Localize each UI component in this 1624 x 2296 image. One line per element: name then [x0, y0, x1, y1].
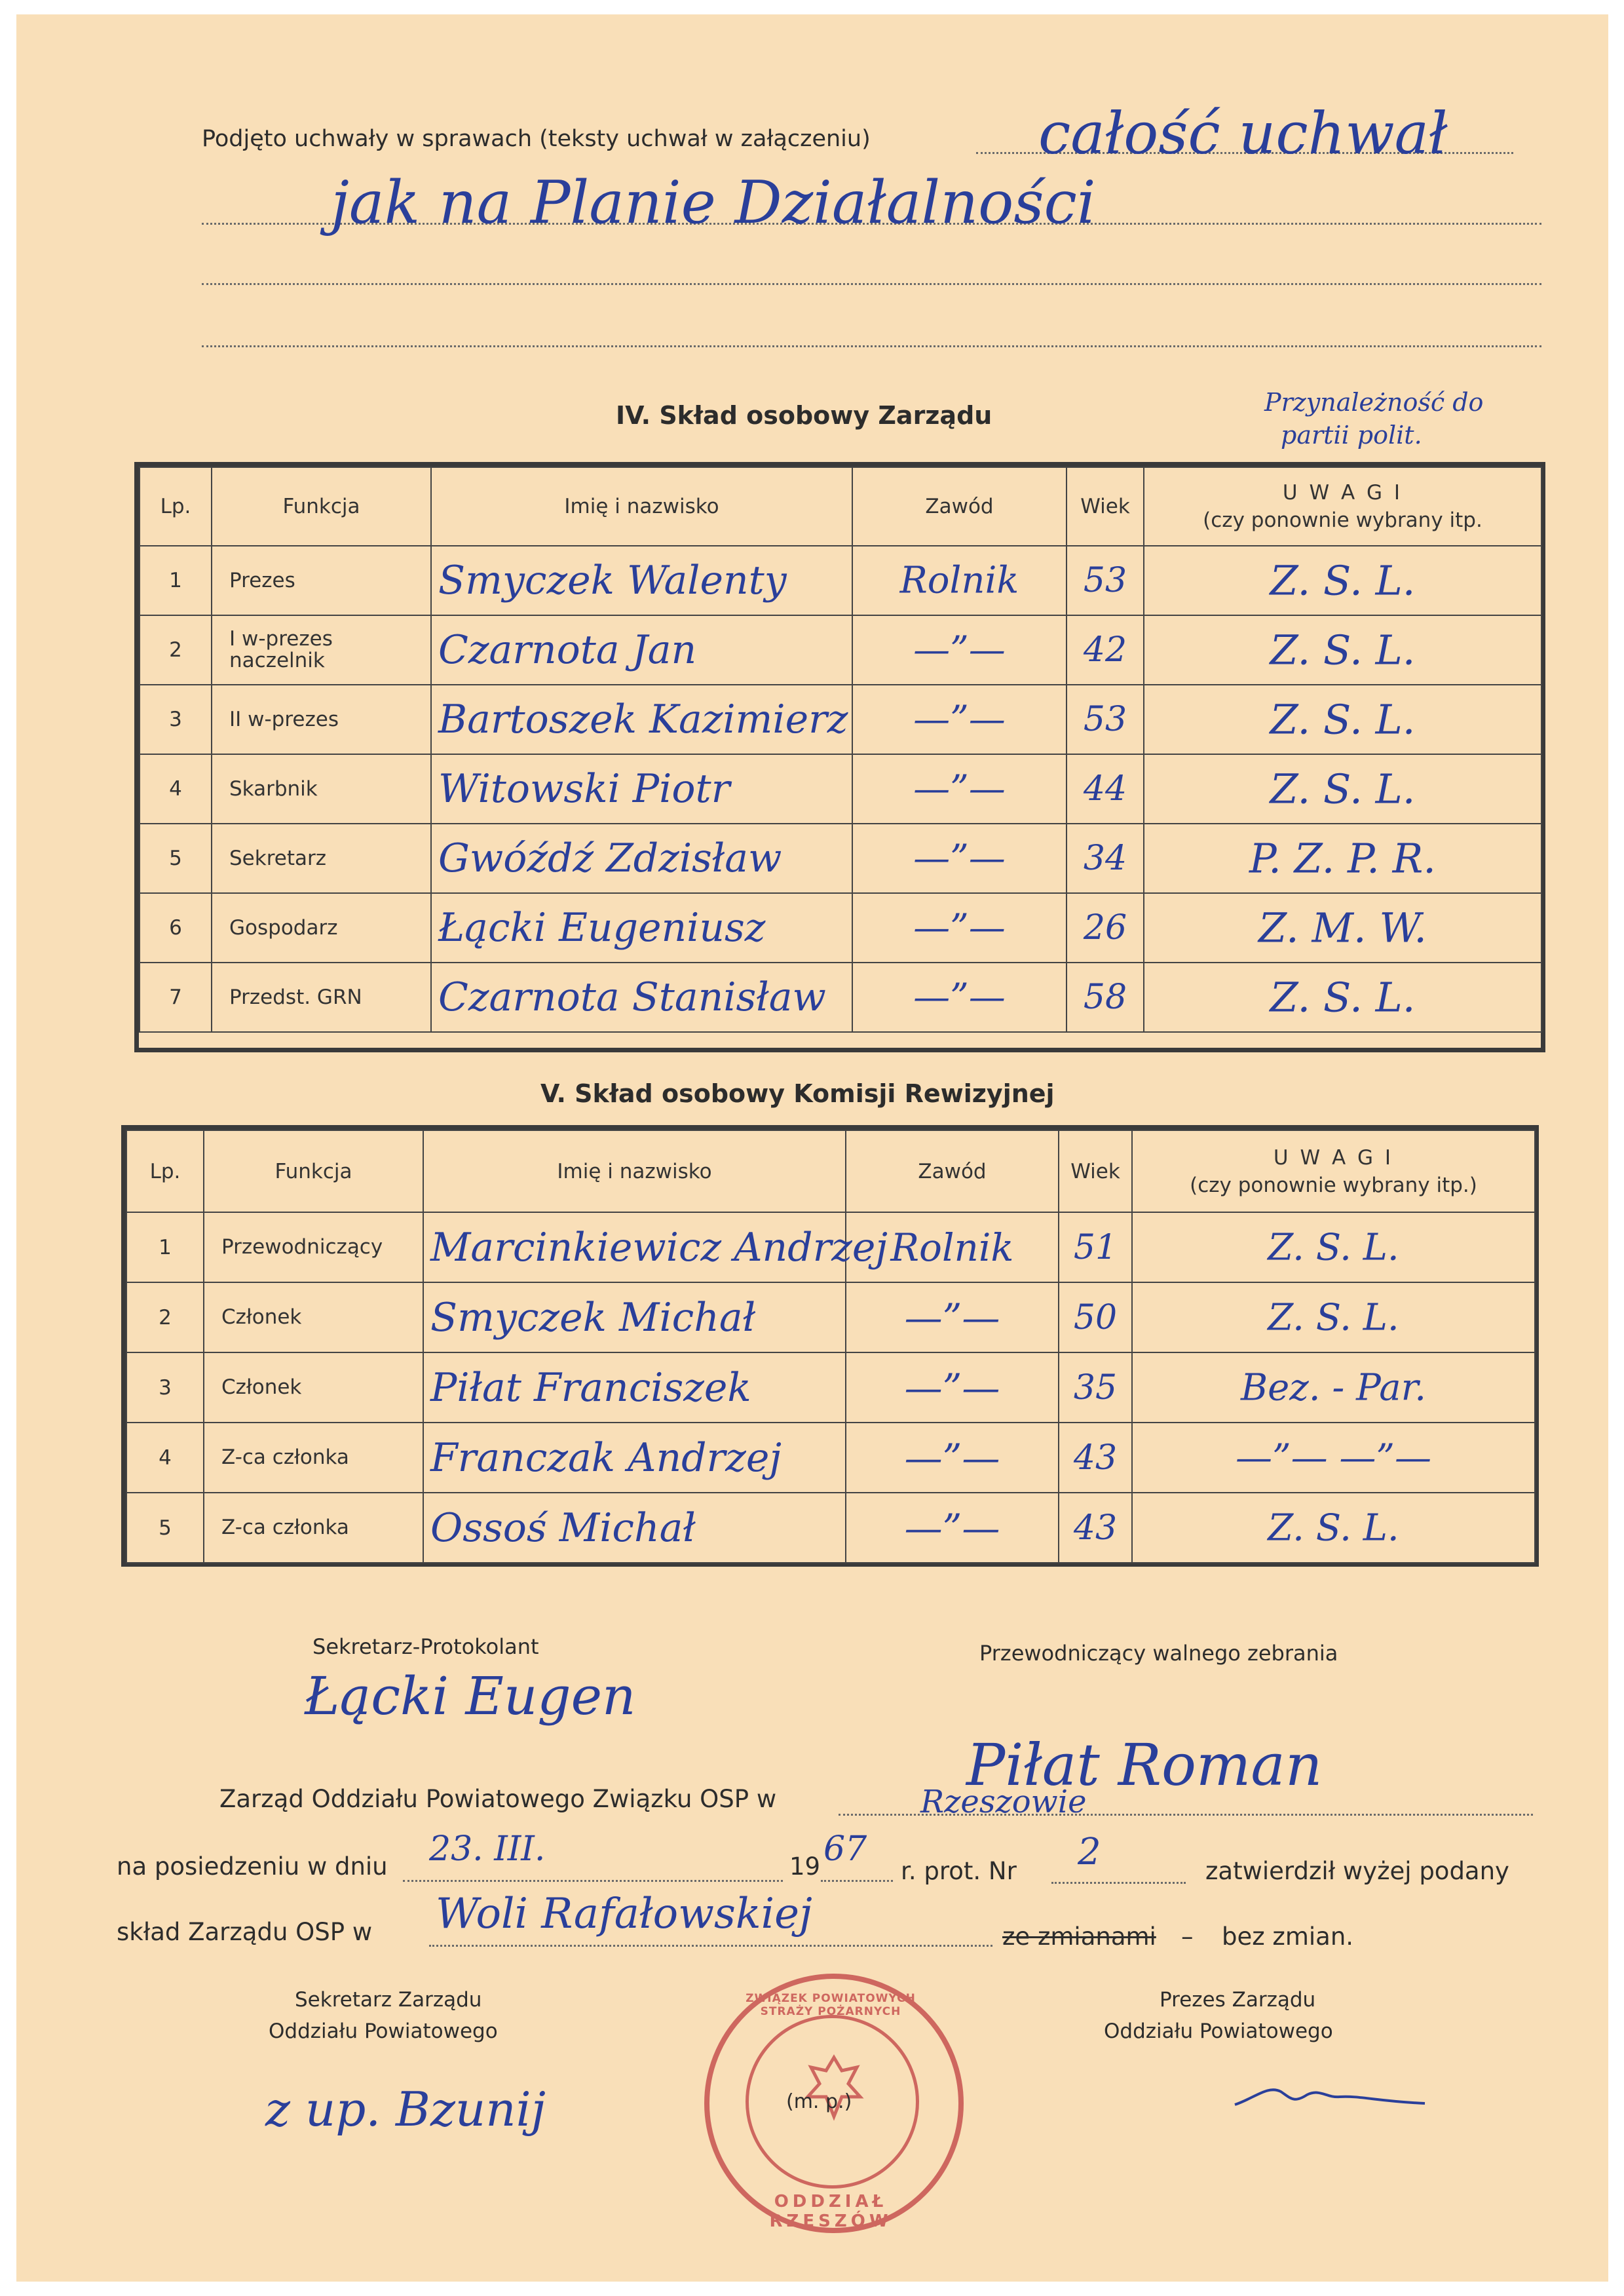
audit-header-age: Wiek — [1059, 1130, 1132, 1212]
board-header-row — [140, 467, 1541, 546]
audit-cell-age — [1059, 1282, 1132, 1352]
audit-cell-function: Członek — [204, 1282, 423, 1352]
board-cell-remarks — [1144, 963, 1541, 1032]
audit-row — [126, 1282, 1535, 1352]
approval-year-prefix: 19 — [789, 1852, 821, 1881]
board-cell-occupation — [852, 963, 1067, 1032]
board-row — [140, 893, 1541, 963]
board-handwritten-age: 26 — [1083, 908, 1127, 947]
audit-cell-function: Członek — [204, 1352, 423, 1423]
approval-prot-label: r. prot. Nr — [901, 1857, 1017, 1885]
board-cell-age — [1067, 824, 1144, 893]
audit-handwritten-occupation: —”— — [904, 1365, 1000, 1410]
board-row — [140, 754, 1541, 824]
board-handwritten-occupation: —”— — [913, 767, 1006, 811]
approval-line1: Zarząd Oddziału Powiatowego Związku OSP w — [219, 1785, 777, 1813]
audit-cell-name — [423, 1282, 846, 1352]
board-cell-remarks — [1144, 754, 1541, 824]
audit-cell-remarks — [1132, 1352, 1535, 1423]
audit-cell-age — [1059, 1212, 1132, 1282]
board-cell-occupation — [852, 893, 1067, 963]
audit-handwritten-occupation: —”— — [904, 1295, 1000, 1340]
audit-header-lp: Lp. — [126, 1130, 204, 1212]
board-cell-age — [1067, 963, 1144, 1032]
board-handwritten-occupation: —”— — [913, 698, 1006, 741]
board-handwritten-age: 53 — [1083, 561, 1127, 600]
board-cell-remarks — [1144, 824, 1541, 893]
audit-handwritten-name: Smyczek Michał — [430, 1294, 756, 1341]
board-row — [140, 963, 1541, 1032]
audit-row — [126, 1352, 1535, 1423]
audit-cell-occupation — [846, 1423, 1059, 1493]
audit-cell-lp: 5 — [126, 1493, 204, 1563]
audit-cell-name — [423, 1493, 846, 1563]
audit-handwritten-name: Piłat Franciszek — [430, 1364, 751, 1411]
board-cell-lp: 2 — [140, 615, 212, 685]
audit-handwritten-name: Franczak Andrzej — [430, 1434, 782, 1481]
board-handwritten-remarks: Z. S. L. — [1270, 626, 1416, 674]
audit-header-remarks — [1132, 1130, 1535, 1212]
resolutions-handwriting-1: całość uchwał — [1038, 100, 1448, 167]
board-cell-lp: 3 — [140, 685, 212, 754]
board-row — [140, 685, 1541, 754]
board-cell-occupation — [852, 685, 1067, 754]
audit-cell-occupation — [846, 1282, 1059, 1352]
board-table — [139, 467, 1542, 1033]
audit-handwritten-remarks: Z. S. L. — [1268, 1506, 1399, 1549]
board-section-title: IV. Skład osobowy Zarządu — [616, 401, 992, 430]
approval-no-changes: bez zmian. — [1222, 1923, 1354, 1951]
party-note-line1: Przynależność do — [1264, 388, 1484, 417]
form-sheet — [16, 14, 1608, 2282]
audit-handwritten-age: 35 — [1073, 1368, 1118, 1407]
board-cell-age — [1067, 615, 1144, 685]
audit-table — [126, 1130, 1536, 1563]
audit-header-name: Imię i nazwisko — [423, 1130, 846, 1212]
audit-cell-age — [1059, 1493, 1132, 1563]
audit-cell-remarks — [1132, 1493, 1535, 1563]
footer-right-label-1: Prezes Zarządu — [1160, 1988, 1316, 2012]
board-cell-name — [431, 685, 852, 754]
approval-approved-text: zatwierdził wyżej podany — [1205, 1857, 1509, 1885]
audit-row — [126, 1423, 1535, 1493]
board-header-remarks-sub: (czy ponownie wybrany itp. — [1203, 508, 1482, 532]
board-handwritten-occupation: —”— — [913, 628, 1006, 672]
board-row — [140, 824, 1541, 893]
approval-village: Woli Rafałowskiej — [436, 1890, 812, 1938]
audit-cell-lp: 3 — [126, 1352, 204, 1423]
audit-handwritten-remarks: —”— —”— — [1235, 1436, 1432, 1479]
board-cell-age — [1067, 893, 1144, 963]
audit-cell-function: Z-ca członka — [204, 1493, 423, 1563]
footer-right-signature — [1228, 2078, 1438, 2118]
footer-left-label-1: Sekretarz Zarządu — [295, 1988, 482, 2012]
board-cell-occupation — [852, 615, 1067, 685]
approval-district: Rzeszowie — [920, 1784, 1087, 1820]
stamp-ring-bottom: ODDZIAŁ RZESZÓW — [769, 2192, 892, 2231]
board-handwritten-age: 34 — [1083, 839, 1127, 878]
approval-dotline-date — [403, 1880, 783, 1882]
board-cell-function: Gospodarz — [212, 893, 431, 963]
audit-header-function: Funkcja — [204, 1130, 423, 1212]
board-cell-name — [431, 546, 852, 615]
footer-left-signature: z up. Bzunij — [265, 2082, 546, 2137]
approval-line3-prefix: skład Zarządu OSP w — [117, 1918, 373, 1946]
audit-header-row — [126, 1130, 1535, 1212]
board-header-remarks — [1144, 467, 1541, 546]
approval-line2-prefix: na posiedzeniu w dniu — [117, 1852, 388, 1881]
board-handwritten-occupation: —”— — [913, 906, 1006, 949]
audit-handwritten-age: 43 — [1073, 1438, 1118, 1478]
board-cell-function: Przedst. GRN — [212, 963, 431, 1032]
board-handwritten-remarks: Z. S. L. — [1270, 973, 1416, 1022]
board-header-name: Imię i nazwisko — [431, 467, 852, 546]
party-note-line2: partii polit. — [1281, 421, 1422, 450]
board-cell-age — [1067, 685, 1144, 754]
audit-row — [126, 1212, 1535, 1282]
board-handwritten-name: Czarnota Stanisław — [438, 974, 826, 1020]
approval-dotline-village — [429, 1945, 992, 1947]
chairman-signature: Piłat Roman — [966, 1731, 1323, 1799]
chairman-label: Przewodniczący walnego zebrania — [979, 1641, 1338, 1666]
board-row — [140, 615, 1541, 685]
board-cell-lp: 6 — [140, 893, 212, 963]
footer-right-label-2: Oddziału Powiatowego — [1104, 2019, 1333, 2043]
secretary-label: Sekretarz-Protokolant — [312, 1634, 539, 1659]
audit-cell-lp: 1 — [126, 1212, 204, 1282]
board-handwritten-remarks: Z. S. L. — [1270, 695, 1416, 744]
board-cell-function: Prezes — [212, 546, 431, 615]
board-header-occupation: Zawód — [852, 467, 1067, 546]
audit-cell-function: Z-ca członka — [204, 1423, 423, 1493]
audit-header-remarks-title: U W A G I — [1273, 1145, 1394, 1170]
board-cell-lp: 7 — [140, 963, 212, 1032]
resolutions-dotline-3 — [202, 283, 1541, 285]
board-handwritten-occupation: —”— — [913, 837, 1006, 880]
board-header-remarks-title: U W A G I — [1282, 481, 1403, 505]
board-cell-lp: 1 — [140, 546, 212, 615]
board-cell-name — [431, 963, 852, 1032]
approval-year: 67 — [823, 1829, 867, 1869]
secretary-signature: Łącki Eugen — [305, 1666, 636, 1727]
board-cell-name — [431, 615, 852, 685]
audit-handwritten-remarks: Z. S. L. — [1268, 1226, 1399, 1269]
board-cell-function: II w-prezes — [212, 685, 431, 754]
audit-header-occupation: Zawód — [846, 1130, 1059, 1212]
audit-cell-age — [1059, 1423, 1132, 1493]
approval-date: 23. III. — [429, 1829, 546, 1869]
audit-cell-occupation — [846, 1352, 1059, 1423]
board-handwritten-remarks: Z. S. L. — [1270, 765, 1416, 813]
board-cell-occupation — [852, 546, 1067, 615]
audit-row — [126, 1493, 1535, 1563]
board-handwritten-age: 42 — [1083, 630, 1127, 670]
board-cell-function: I w-prezes naczelnik — [212, 615, 431, 685]
approval-dotline-year — [821, 1880, 893, 1882]
board-cell-name — [431, 824, 852, 893]
approval-dotline-prot — [1051, 1882, 1186, 1884]
board-cell-remarks — [1144, 893, 1541, 963]
audit-cell-remarks — [1132, 1282, 1535, 1352]
board-handwritten-name: Bartoszek Kazimierz — [438, 697, 848, 742]
board-handwritten-name: Smyczek Walenty — [438, 558, 787, 603]
board-cell-occupation — [852, 824, 1067, 893]
audit-cell-name — [423, 1423, 846, 1493]
board-header-lp: Lp. — [140, 467, 212, 546]
board-handwritten-name: Łącki Eugeniusz — [438, 905, 766, 951]
audit-handwritten-occupation: —”— — [904, 1435, 1000, 1480]
board-cell-occupation — [852, 754, 1067, 824]
board-handwritten-occupation: Rolnik — [899, 559, 1019, 602]
audit-cell-remarks — [1132, 1212, 1535, 1282]
audit-cell-occupation — [846, 1493, 1059, 1563]
board-handwritten-name: Witowski Piotr — [438, 766, 730, 812]
board-cell-function: Sekretarz — [212, 824, 431, 893]
board-handwritten-occupation: —”— — [913, 976, 1006, 1019]
audit-cell-remarks — [1132, 1423, 1535, 1493]
board-handwritten-remarks: Z. M. W. — [1258, 904, 1427, 952]
board-handwritten-age: 44 — [1083, 769, 1127, 809]
audit-handwritten-occupation: Rolnik — [890, 1225, 1014, 1270]
resolutions-label: Podjęto uchwały w sprawach (teksty uchwał w załączeniu) — [202, 126, 871, 152]
resolutions-dotline-4 — [202, 345, 1541, 347]
audit-cell-lp: 4 — [126, 1423, 204, 1493]
board-cell-lp: 4 — [140, 754, 212, 824]
board-cell-name — [431, 754, 852, 824]
audit-handwritten-remarks: Z. S. L. — [1268, 1296, 1399, 1339]
audit-handwritten-age: 43 — [1073, 1508, 1118, 1548]
stamp-place-label: (m. p.) — [786, 2090, 852, 2113]
audit-handwritten-age: 51 — [1073, 1227, 1118, 1267]
board-cell-name — [431, 893, 852, 963]
board-handwritten-age: 53 — [1083, 700, 1127, 739]
audit-cell-name — [423, 1212, 888, 1282]
board-row — [140, 546, 1541, 615]
audit-cell-name — [423, 1352, 846, 1423]
board-header-function: Funkcja — [212, 467, 431, 546]
board-header-age: Wiek — [1067, 467, 1144, 546]
resolutions-handwriting-2: jak na Planie Działalności — [331, 168, 1096, 237]
board-handwritten-name: Czarnota Jan — [438, 627, 697, 673]
audit-handwritten-age: 50 — [1073, 1297, 1118, 1337]
audit-section-title: V. Skład osobowy Komisji Rewizyjnej — [540, 1079, 1055, 1108]
board-cell-remarks — [1144, 615, 1541, 685]
board-handwritten-remarks: Z. S. L. — [1270, 556, 1416, 605]
audit-cell-lp: 2 — [126, 1282, 204, 1352]
board-handwritten-remarks: P. Z. P. R. — [1249, 834, 1436, 883]
audit-header-remarks-sub: (czy ponownie wybrany itp.) — [1190, 1173, 1477, 1197]
approval-with-changes: ze zmianami — [1002, 1923, 1156, 1951]
board-cell-lp: 5 — [140, 824, 212, 893]
audit-handwritten-remarks: Bez. - Par. — [1240, 1366, 1427, 1409]
audit-cell-function: Przewodniczący — [204, 1212, 423, 1282]
audit-handwritten-occupation: —”— — [904, 1505, 1000, 1550]
board-cell-function: Skarbnik — [212, 754, 431, 824]
board-handwritten-name: Gwóźdź Zdzisław — [438, 835, 782, 881]
audit-handwritten-name: Marcinkiewicz Andrzej — [430, 1224, 888, 1271]
footer-left-label-2: Oddziału Powiatowego — [269, 2019, 498, 2043]
audit-rows — [126, 1212, 1535, 1563]
audit-cell-age — [1059, 1352, 1132, 1423]
board-cell-remarks — [1144, 546, 1541, 615]
audit-cell-occupation — [846, 1212, 1059, 1282]
approval-prot-number: 2 — [1078, 1831, 1101, 1873]
board-cell-age — [1067, 754, 1144, 824]
audit-handwritten-name: Ossoś Michał — [430, 1504, 696, 1551]
board-rows — [140, 546, 1541, 1032]
approval-dash: – — [1181, 1923, 1194, 1951]
board-handwritten-age: 58 — [1083, 978, 1127, 1017]
board-cell-remarks — [1144, 685, 1541, 754]
board-cell-age — [1067, 546, 1144, 615]
stamp-ring-top: ZWIĄZEK POWIATOWYCH STRAŻY POŻARNYCH — [746, 1992, 916, 2018]
